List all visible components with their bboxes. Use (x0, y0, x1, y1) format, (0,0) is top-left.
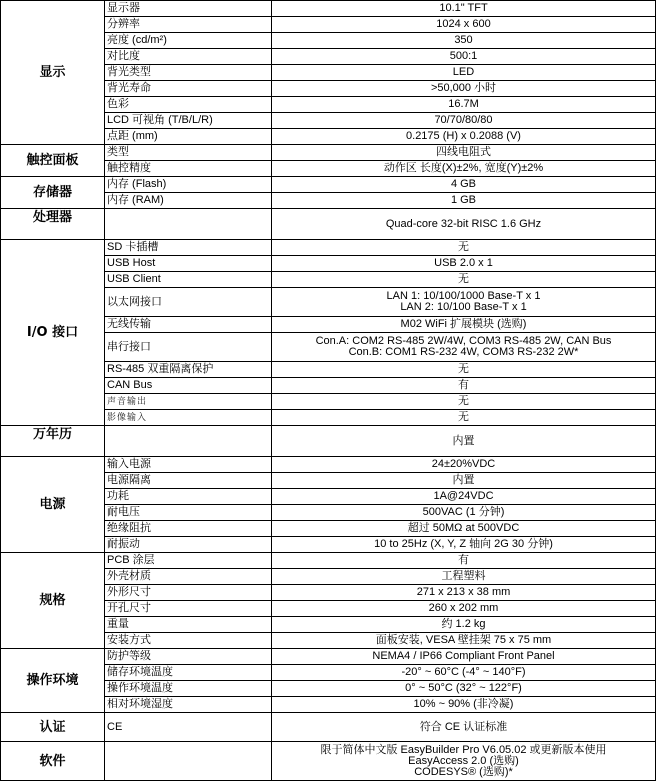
row-value: 24±20%VDC (272, 457, 656, 473)
row-value: 10 to 25Hz (X, Y, Z 轴向 2G 30 分钟) (272, 537, 656, 553)
row-label: 显示器 (105, 1, 272, 17)
row-value: 无 (272, 272, 656, 288)
row-value: Quad-core 32-bit RISC 1.6 GHz (272, 209, 656, 240)
row-value (272, 742, 656, 781)
row-label: 串行接口 (105, 333, 272, 362)
table-row (1, 649, 656, 665)
row-value (272, 288, 656, 317)
row-value: 1 GB (272, 193, 656, 209)
row-label: 电源隔离 (105, 473, 272, 489)
row-value: 70/70/80/80 (272, 113, 656, 129)
row-label: 开孔尺寸 (105, 601, 272, 617)
category-cert: 认证 (1, 713, 105, 742)
row-label (105, 426, 272, 457)
table-row (1, 457, 656, 473)
category-touch: 触控面板 (1, 145, 105, 177)
row-value: 4 GB (272, 177, 656, 193)
row-value: 16.7M (272, 97, 656, 113)
row-label: 声音输出 (105, 394, 272, 410)
table-row (1, 177, 656, 193)
row-value: 1024 x 600 (272, 17, 656, 33)
value-line: Con.B: COM1 RS-232 4W, COM3 RS-232 2W* (348, 346, 579, 358)
row-label: 分辨率 (105, 17, 272, 33)
value-line: LAN 2: 10/100 Base-T x 1 (400, 301, 527, 313)
row-label: 亮度 (cd/m²) (105, 33, 272, 49)
row-label: USB Client (105, 272, 272, 288)
table-row (1, 426, 656, 457)
row-label: 防护等级 (105, 649, 272, 665)
row-label: 背光类型 (105, 65, 272, 81)
row-label: 输入电源 (105, 457, 272, 473)
row-value: 有 (272, 378, 656, 394)
value-line: LAN 1: 10/100/1000 Base-T x 1 (386, 290, 541, 302)
row-label: 功耗 (105, 489, 272, 505)
row-label: CE (105, 713, 272, 742)
row-label: 影像输入 (105, 410, 272, 426)
row-value: USB 2.0 x 1 (272, 256, 656, 272)
row-label: 耐电压 (105, 505, 272, 521)
row-value: 1A@24VDC (272, 489, 656, 505)
row-label: 重量 (105, 617, 272, 633)
row-value: >50,000 小时 (272, 81, 656, 97)
row-value: 无 (272, 394, 656, 410)
value-line: Con.A: COM2 RS-485 2W/4W, COM3 RS-485 2W, CAN Bus (315, 335, 612, 347)
row-label: 操作环境温度 (105, 681, 272, 697)
row-label: LCD 可视角 (T/B/L/R) (105, 113, 272, 129)
row-label: USB Host (105, 256, 272, 272)
value-line: EasyAccess 2.0 (选购) (408, 754, 519, 767)
row-value: 350 (272, 33, 656, 49)
category-display: 显示 (1, 1, 105, 145)
row-label: SD 卡插槽 (105, 240, 272, 256)
row-label: CAN Bus (105, 378, 272, 394)
table-row (1, 209, 656, 240)
row-label: 相对环境湿度 (105, 697, 272, 713)
row-label: 触控精度 (105, 161, 272, 177)
row-label: 对比度 (105, 49, 272, 65)
row-label: 外壳材质 (105, 569, 272, 585)
row-value: 10.1" TFT (272, 1, 656, 17)
row-label (105, 742, 272, 781)
table-row (1, 553, 656, 569)
row-label: 以太网接口 (105, 288, 272, 317)
row-value: 动作区 长度(X)±2%, 宽度(Y)±2% (272, 161, 656, 177)
category-power: 电源 (1, 457, 105, 553)
row-label: 色彩 (105, 97, 272, 113)
row-value: 超过 50MΩ at 500VDC (272, 521, 656, 537)
table-row (1, 1, 656, 17)
row-label: 内存 (Flash) (105, 177, 272, 193)
table-row (1, 713, 656, 742)
row-label (105, 209, 272, 240)
row-value: 内置 (272, 426, 656, 457)
table-row (1, 742, 656, 781)
table-row (1, 145, 656, 161)
row-label: 点距 (mm) (105, 129, 272, 145)
row-value: 符合 CE 认证标准 (272, 713, 656, 742)
row-value: 500VAC (1 分钟) (272, 505, 656, 521)
row-value: 四线电阻式 (272, 145, 656, 161)
row-label: 类型 (105, 145, 272, 161)
category-storage: 存储器 (1, 177, 105, 209)
category-processor: 处理器 (1, 209, 105, 240)
row-value: M02 WiFi 扩展模块 (选购) (272, 317, 656, 333)
row-value: 工程塑料 (272, 569, 656, 585)
row-label: 无线传输 (105, 317, 272, 333)
row-value: 约 1.2 kg (272, 617, 656, 633)
row-value: 10% ~ 90% (非冷凝) (272, 697, 656, 713)
row-value: 面板安装, VESA 壁挂架 75 x 75 mm (272, 633, 656, 649)
category-io: I/O 接口 (1, 240, 105, 426)
value-line: 限于简体中文版 EasyBuilder Pro V6.05.02 或更新版本使用 (320, 743, 607, 756)
row-value: 260 x 202 mm (272, 601, 656, 617)
row-value: -20° ~ 60°C (-4° ~ 140°F) (272, 665, 656, 681)
row-label: 背光寿命 (105, 81, 272, 97)
row-label: RS-485 双重隔离保护 (105, 362, 272, 378)
row-value: 500:1 (272, 49, 656, 65)
table-row (1, 240, 656, 256)
row-label: PCB 涂层 (105, 553, 272, 569)
row-value: 无 (272, 240, 656, 256)
value-line: CODESYS® (选购)* (414, 765, 513, 778)
row-value: 无 (272, 410, 656, 426)
row-value: LED (272, 65, 656, 81)
row-label: 安装方式 (105, 633, 272, 649)
row-label: 储存环境温度 (105, 665, 272, 681)
row-value: NEMA4 / IP66 Compliant Front Panel (272, 649, 656, 665)
row-value (272, 333, 656, 362)
category-software: 软件 (1, 742, 105, 781)
category-rtc: 万年历 (1, 426, 105, 457)
row-value: 0.2175 (H) x 0.2088 (V) (272, 129, 656, 145)
row-value: 271 x 213 x 38 mm (272, 585, 656, 601)
row-value: 有 (272, 553, 656, 569)
row-value: 0° ~ 50°C (32° ~ 122°F) (272, 681, 656, 697)
row-label: 外形尺寸 (105, 585, 272, 601)
row-value: 无 (272, 362, 656, 378)
category-env: 操作环境 (1, 649, 105, 713)
row-value: 内置 (272, 473, 656, 489)
row-label: 绝缘阻抗 (105, 521, 272, 537)
category-spec: 规格 (1, 553, 105, 649)
row-label: 内存 (RAM) (105, 193, 272, 209)
row-label: 耐振动 (105, 537, 272, 553)
